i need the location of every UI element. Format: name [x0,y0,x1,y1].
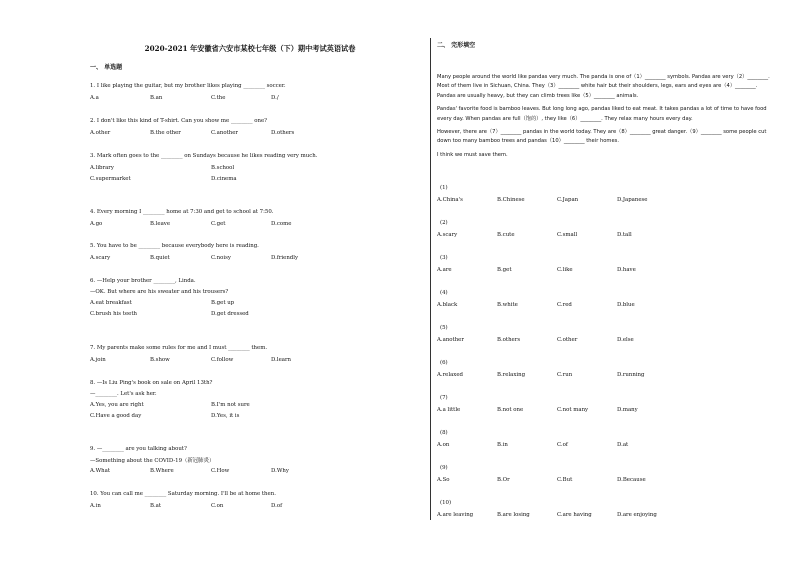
question-3-option-c[interactable]: C.supermarket [90,176,131,182]
question-4-option-a[interactable]: A.go [90,221,103,227]
cloze-10-option-b[interactable]: B.are losing [497,512,530,518]
question-3-option-a[interactable]: A.library [90,165,114,171]
cloze-6-option-d[interactable]: D.running [617,372,645,378]
cloze-2-option-d[interactable]: D.tall [617,232,632,238]
question-2-stem: 2. I don't like this kind of T-shirt. Can you show me ________ one? [90,118,268,124]
question-6-option-d[interactable]: D.get dressed [211,311,249,317]
question-10-option-b[interactable]: B.at [150,503,162,509]
passage-paragraph-2: Pandas' favorite food is bamboo leaves. But long long ago, pandas liked to eat meat. It takes pandas a lot of time to have food every day. When pandas are full（饱的）, they like（6）________. They relax many hours every day. [437,106,767,122]
cloze-9-option-b[interactable]: B.Or [497,477,510,483]
question-9-stem-line-2: —Something about the COVID-19（新冠肺炎） [90,458,215,464]
question-4-option-d[interactable]: D.come [271,221,292,227]
cloze-6-option-c[interactable]: C.run [557,372,573,378]
question-9-option-d[interactable]: D.Why [271,468,289,474]
cloze-10-option-a[interactable]: A.are leaving [437,512,474,518]
question-7-option-a[interactable]: A.join [90,357,106,363]
cloze-7-option-a[interactable]: A.a little [437,407,461,413]
cloze-passage [437,73,770,164]
question-2-option-b[interactable]: B.the other [150,130,181,136]
question-10-option-a[interactable]: A.in [90,503,101,509]
question-4-option-b[interactable]: B.leave [150,221,171,227]
question-6-stem: 6. —Help your brother ________, Linda. [90,278,196,284]
exam-title: 2020-2021 年安徽省六安市某校七年级（下）期中考试英语试卷 [144,44,356,53]
passage-paragraph-3: However, there are（7）________ pandas in the world today. They are（8）________ great danger.（9）________ some people cut down too many bamboo trees and pandas（10）________ their homes. [437,129,767,145]
cloze-7-option-c[interactable]: C.not many [557,407,589,413]
question-8-stem-line-2: —________. Let's ask her. [90,391,157,397]
question-8-option-b[interactable]: B.I'm not sure [211,402,250,408]
cloze-4-option-c[interactable]: C.red [557,302,572,308]
question-3-stem: 3. Mark often goes to the ________ on Sundays because he likes reading very much. [90,153,318,159]
cloze-2-option-b[interactable]: B.cute [497,232,515,238]
question-9-option-c[interactable]: C.How [211,468,230,474]
question-1-option-d[interactable]: D./ [271,95,279,101]
question-5-option-b[interactable]: B.quiet [150,255,170,261]
question-1-option-c[interactable]: C.the [211,95,226,101]
cloze-7-number: (7) [440,395,448,401]
cloze-5-option-a[interactable]: A.another [437,337,464,343]
question-9-option-b[interactable]: B.Where [150,468,174,474]
question-7-option-c[interactable]: C.follow [211,357,234,363]
cloze-1-option-d[interactable]: D.Japanese [617,197,648,203]
cloze-8-option-c[interactable]: C.of [557,442,568,448]
cloze-4-option-a[interactable]: A.black [437,302,458,308]
cloze-6-number: (6) [440,360,448,366]
question-8-option-c[interactable]: C.Have a good day [90,413,142,419]
question-2-option-a[interactable]: A.other [90,130,111,136]
cloze-9-option-d[interactable]: D.Because [617,477,646,483]
cloze-10-option-c[interactable]: C.are having [557,512,592,518]
question-7-option-d[interactable]: D.learn [271,357,292,363]
passage-paragraph-1: Many people around the world like pandas very much. The panda is one of（1）________ symbols. Pandas are very（2）________. Most of them live in Sichuan, China. They（3）________ white hair but their shoulders, legs, ears and eyes are（4）________. Pandas are usually heavy, but they can climb trees like（5）________ animals. [437,74,770,99]
cloze-10-number: (10) [440,500,452,506]
cloze-4-option-d[interactable]: D.blue [617,302,635,308]
cloze-2-option-c[interactable]: C.small [557,232,578,238]
question-1-option-a[interactable]: A.a [90,95,99,101]
question-6-option-a[interactable]: A.eat breakfast [90,300,132,306]
question-5-stem: 5. You have to be ________ because everybody here is reading. [90,243,259,249]
cloze-1-number: (1) [440,185,448,191]
cloze-4-option-b[interactable]: B.white [497,302,518,308]
question-6-stem-line-2: —OK. But where are his sweater and his trousers? [90,289,229,295]
section-2-label: 二、 完形填空 [437,42,476,49]
cloze-9-option-c[interactable]: C.But [557,477,573,483]
question-6-option-c[interactable]: C.brush his teeth [90,311,137,317]
cloze-8-option-b[interactable]: B.in [497,442,508,448]
cloze-8-option-a[interactable]: A.on [437,442,450,448]
cloze-4-number: (4) [440,290,448,296]
cloze-1-option-a[interactable]: A.China's [437,197,463,203]
cloze-1-option-c[interactable]: C.Japan [557,197,579,203]
cloze-3-option-a[interactable]: A.are [437,267,452,273]
question-10-option-c[interactable]: C.on [211,503,224,509]
cloze-10-option-d[interactable]: D.are enjoying [617,512,657,518]
question-4-option-c[interactable]: C.get [211,221,226,227]
question-10-option-d[interactable]: D.of [271,503,283,509]
passage-paragraph-4: I think we must save them. [437,151,508,158]
question-10-stem: 10. You can call me ________ Saturday morning. I'll be at home then. [90,491,276,497]
cloze-9-number: (9) [440,465,448,471]
cloze-1-option-b[interactable]: B.Chinese [497,197,525,203]
question-8-stem: 8. —Is Liu Ping's book on sale on April 13th? [90,380,213,386]
section-1-label: 一、 单选题 [90,64,123,71]
cloze-3-option-c[interactable]: C.like [557,267,573,273]
question-8-option-d[interactable]: D.Yes, it is [211,413,240,419]
question-1-option-b[interactable]: B.an [150,95,163,101]
cloze-8-number: (8) [440,430,448,436]
cloze-5-option-b[interactable]: B.others [497,337,521,343]
cloze-6-option-a[interactable]: A.relaxed [437,372,463,378]
question-7-stem: 7. My parents make some rules for me and I must ________ them. [90,345,268,351]
question-3-option-d[interactable]: D.cinema [211,176,237,182]
cloze-8-option-d[interactable]: D.at [617,442,629,448]
cloze-3-number: (3) [440,255,448,261]
question-4-stem: 4. Every morning I ________ home at 7:30 and get to school at 7:50. [90,209,274,215]
cloze-5-option-d[interactable]: D.else [617,337,634,343]
question-9-option-a[interactable]: A.What [90,468,110,474]
question-2-option-c[interactable]: C.another [211,130,238,136]
cloze-2-number: (2) [440,220,448,226]
column-divider [430,38,431,520]
question-9-stem: 9. —________ are you talking about? [90,446,187,452]
cloze-9-option-a[interactable]: A.So [437,477,450,483]
question-7-option-b[interactable]: B.show [150,357,170,363]
question-6-option-b[interactable]: B.get up [211,300,235,306]
cloze-7-option-b[interactable]: B.not one [497,407,524,413]
question-1-stem: 1. I like playing the guitar, but my brother likes playing ________ soccer. [90,83,286,89]
cloze-6-option-b[interactable]: B.relaxing [497,372,526,378]
question-5-option-d[interactable]: D.friendly [271,255,299,261]
question-5-option-a[interactable]: A.scary [90,255,111,261]
cloze-3-option-d[interactable]: D.have [617,267,636,273]
cloze-7-option-d[interactable]: D.many [617,407,638,413]
cloze-5-option-c[interactable]: C.other [557,337,578,343]
question-3-option-b[interactable]: B.school [211,165,235,171]
question-2-option-d[interactable]: D.others [271,130,295,136]
cloze-2-option-a[interactable]: A.scary [437,232,458,238]
question-5-option-c[interactable]: C.noisy [211,255,231,261]
question-8-option-a[interactable]: A.Yes, you are right [90,402,144,408]
cloze-5-number: (5) [440,325,448,331]
cloze-3-option-b[interactable]: B.get [497,267,512,273]
